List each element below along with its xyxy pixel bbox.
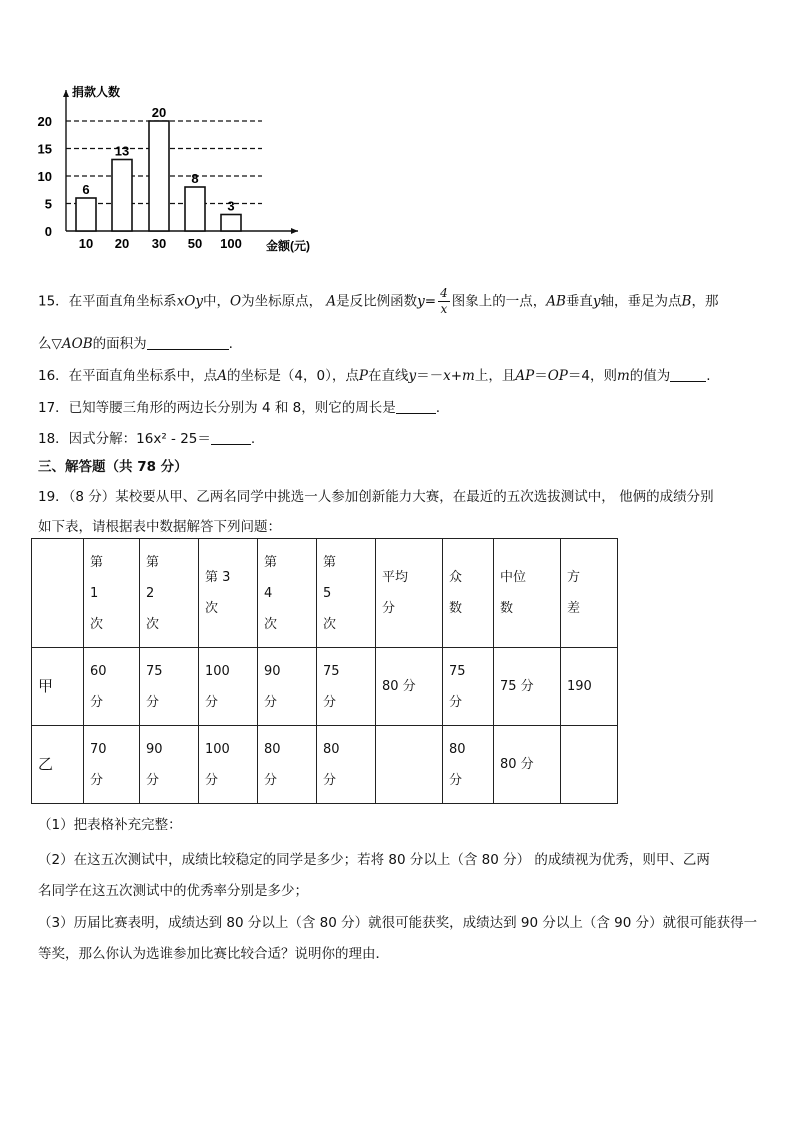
cell-text: 80 bbox=[264, 741, 281, 757]
student-name-cell: 甲 bbox=[32, 648, 84, 726]
cell-text: 次 bbox=[205, 601, 219, 616]
bar bbox=[149, 121, 169, 231]
cell-text: 分 bbox=[449, 694, 463, 710]
y-tick-label: 0 bbox=[44, 224, 52, 239]
y-axis-arrow bbox=[63, 90, 69, 97]
bar bbox=[76, 198, 96, 231]
cell-text: 分 bbox=[90, 772, 104, 788]
table-cell bbox=[494, 648, 561, 726]
cell-text: 分 bbox=[205, 694, 219, 710]
table-cell bbox=[443, 726, 494, 804]
sub-question-3-line-1: （3）历届比赛表明，成绩达到 80 分以上（含 80 分）就很可能获奖，成绩达到 90 分以上（含 90 分）就很可能获得一 bbox=[38, 915, 758, 931]
table-row bbox=[32, 726, 618, 804]
table-cell bbox=[258, 648, 317, 726]
cell-text: 75 bbox=[449, 663, 466, 679]
table-header-cell bbox=[32, 539, 84, 648]
x-tick-label: 10 bbox=[78, 236, 94, 251]
cell-text: 90 bbox=[146, 741, 163, 757]
table-header-cell bbox=[199, 539, 258, 648]
y-tick-label: 15 bbox=[37, 141, 52, 157]
table-cell bbox=[376, 648, 443, 726]
table-cell bbox=[317, 726, 376, 804]
cell-text: 2 bbox=[146, 585, 155, 601]
table-header-cell bbox=[140, 539, 199, 648]
bar-value-label: 6 bbox=[82, 182, 90, 197]
cell-text: 60 bbox=[90, 663, 107, 679]
x-tick-label: 20 bbox=[114, 236, 130, 251]
question-17: 17．已知等腰三角形的两边长分别为 4 和 8，则它的周长是 . bbox=[38, 400, 441, 416]
cell-text: 众 bbox=[449, 570, 463, 585]
cell-text: 分 bbox=[323, 694, 337, 710]
cell-text: 分 bbox=[205, 772, 219, 788]
cell-text: 第 3 bbox=[205, 570, 231, 585]
y-tick-label: 5 bbox=[44, 196, 52, 212]
cell-text: 次 bbox=[146, 616, 160, 632]
table-cell bbox=[84, 726, 140, 804]
cell-text: 1 bbox=[90, 585, 99, 601]
cell-text: 分 bbox=[264, 694, 278, 710]
empty-answer-cell bbox=[376, 726, 443, 804]
cell-text: 80 分 bbox=[500, 757, 534, 772]
answer-blank-15[interactable] bbox=[147, 335, 229, 350]
table-header-cell bbox=[317, 539, 376, 648]
bar-value-label: 8 bbox=[191, 171, 199, 186]
sub-question-3-line-2: 等奖，那么你认为选谁参加比赛比较合适？说明你的理由． bbox=[38, 946, 389, 962]
x-axis-arrow bbox=[291, 228, 298, 234]
cell-text: 数 bbox=[449, 601, 463, 616]
x-axis-title: 金额(元) bbox=[266, 239, 310, 253]
cell-text: 平均 bbox=[382, 570, 409, 585]
question-19-line-2: 如下表，请根据表中数据解答下列问题： bbox=[38, 519, 281, 535]
bar-value-label: 3 bbox=[227, 198, 235, 214]
cell-text: 100 bbox=[205, 741, 230, 757]
answer-blank-17[interactable] bbox=[396, 399, 436, 414]
y-axis-title: 捐款人数 bbox=[72, 85, 121, 99]
table-cell bbox=[443, 648, 494, 726]
sub-question-2-line-1: （2）在这五次测试中，成绩比较稳定的同学是多少；若将 80 分以上（含 80 分） 的成绩视为优秀，则甲、乙两 bbox=[38, 852, 710, 868]
cell-text: 5 bbox=[323, 585, 332, 601]
cell-text: 75 bbox=[323, 663, 340, 679]
cell-text: 70 bbox=[90, 741, 107, 757]
table-cell bbox=[199, 648, 258, 726]
bar bbox=[185, 187, 205, 231]
table-header-cell bbox=[84, 539, 140, 648]
table-header-row bbox=[32, 539, 618, 648]
cell-text: 75 bbox=[146, 663, 163, 679]
bar bbox=[112, 160, 132, 232]
x-tick-label: 30 bbox=[151, 236, 167, 251]
cell-text: 80 bbox=[449, 741, 466, 757]
cell-text: 方 bbox=[567, 570, 581, 585]
table-cell bbox=[258, 726, 317, 804]
x-tick-label: 50 bbox=[187, 236, 203, 251]
table-header-cell bbox=[376, 539, 443, 648]
table-header-cell bbox=[561, 539, 618, 648]
bar-value-label: 13 bbox=[114, 143, 130, 159]
student-name-cell: 乙 bbox=[32, 726, 84, 804]
table-cell bbox=[317, 648, 376, 726]
section-heading: 三、解答题（共 78 分） bbox=[38, 459, 188, 475]
x-tick-label: 100 bbox=[220, 236, 242, 251]
cell-text: 100 bbox=[205, 663, 230, 679]
table-cell bbox=[140, 648, 199, 726]
cell-text: 中位 bbox=[500, 570, 527, 585]
table-cell bbox=[199, 726, 258, 804]
cell-text: 190 bbox=[567, 679, 592, 694]
cell-text: 分 bbox=[264, 772, 278, 788]
cell-text: 数 bbox=[500, 601, 514, 616]
question-18: 18．因式分解：16x² - 25＝ . bbox=[38, 431, 256, 447]
cell-text: 第 bbox=[264, 554, 278, 570]
y-tick-label: 20 bbox=[37, 114, 52, 129]
question-15-line-1: 15．在平面直角坐标系xOy中，O为坐标原点， A是反比例函数y= $\frac{4}{x}$ 图象上的一点，AB垂直y轴，垂足为点B，那 bbox=[38, 286, 719, 316]
table-header-cell bbox=[494, 539, 561, 648]
table-header-cell bbox=[258, 539, 317, 648]
table-cell bbox=[84, 648, 140, 726]
cell-text: 75 分 bbox=[500, 679, 534, 694]
table-cell bbox=[561, 648, 618, 726]
cell-text: 90 bbox=[264, 663, 281, 679]
cell-text: 分 bbox=[323, 772, 337, 788]
bar-value-label: 20 bbox=[151, 105, 167, 120]
cell-text: 4 bbox=[264, 585, 273, 601]
empty-answer-cell bbox=[561, 726, 618, 804]
sub-question-1: （1）把表格补充完整： bbox=[38, 817, 182, 833]
cell-text: 第 bbox=[146, 554, 160, 570]
sub-question-2-line-2: 名同学在这五次测试中的优秀率分别是多少； bbox=[38, 883, 308, 899]
question-19-line-1: 19．（8 分）某校要从甲、乙两名同学中挑选一人参加创新能力大赛，在最近的五次选拔测试中， 他俩的成绩分别 bbox=[38, 489, 714, 505]
donation-bar-chart bbox=[30, 82, 330, 257]
fraction-4-over-x: $\frac{4}{x}$ bbox=[440, 286, 448, 316]
cell-text: 差 bbox=[567, 601, 581, 616]
cell-text: 次 bbox=[323, 616, 337, 632]
cell-text: 分 bbox=[382, 601, 396, 616]
cell-text: 第 bbox=[90, 554, 104, 570]
cell-text: 80 分 bbox=[382, 679, 416, 694]
question-16: 16．在平面直角坐标系中，点A的坐标是（4，0），点P在直线y＝－x+m上，且AP＝OP＝4，则m的值为 . bbox=[38, 368, 711, 384]
cell-text: 分 bbox=[449, 772, 463, 788]
bar bbox=[221, 215, 241, 232]
cell-text: 第 bbox=[323, 554, 337, 570]
cell-text: 次 bbox=[90, 616, 104, 632]
table-row bbox=[32, 648, 618, 726]
question-15-line-2: 么▽AOB的面积为 . bbox=[38, 336, 233, 352]
cell-text: 分 bbox=[146, 772, 160, 788]
y-tick-label: 10 bbox=[37, 169, 52, 184]
cell-text: 80 bbox=[323, 741, 340, 757]
cell-text: 次 bbox=[264, 616, 278, 632]
table-cell bbox=[140, 726, 199, 804]
score-table bbox=[31, 538, 618, 804]
table-header-cell bbox=[443, 539, 494, 648]
cell-text: 分 bbox=[146, 694, 160, 710]
answer-blank-16[interactable] bbox=[670, 367, 706, 382]
table-cell bbox=[494, 726, 561, 804]
answer-blank-18[interactable] bbox=[211, 430, 251, 445]
cell-text: 分 bbox=[90, 694, 104, 710]
